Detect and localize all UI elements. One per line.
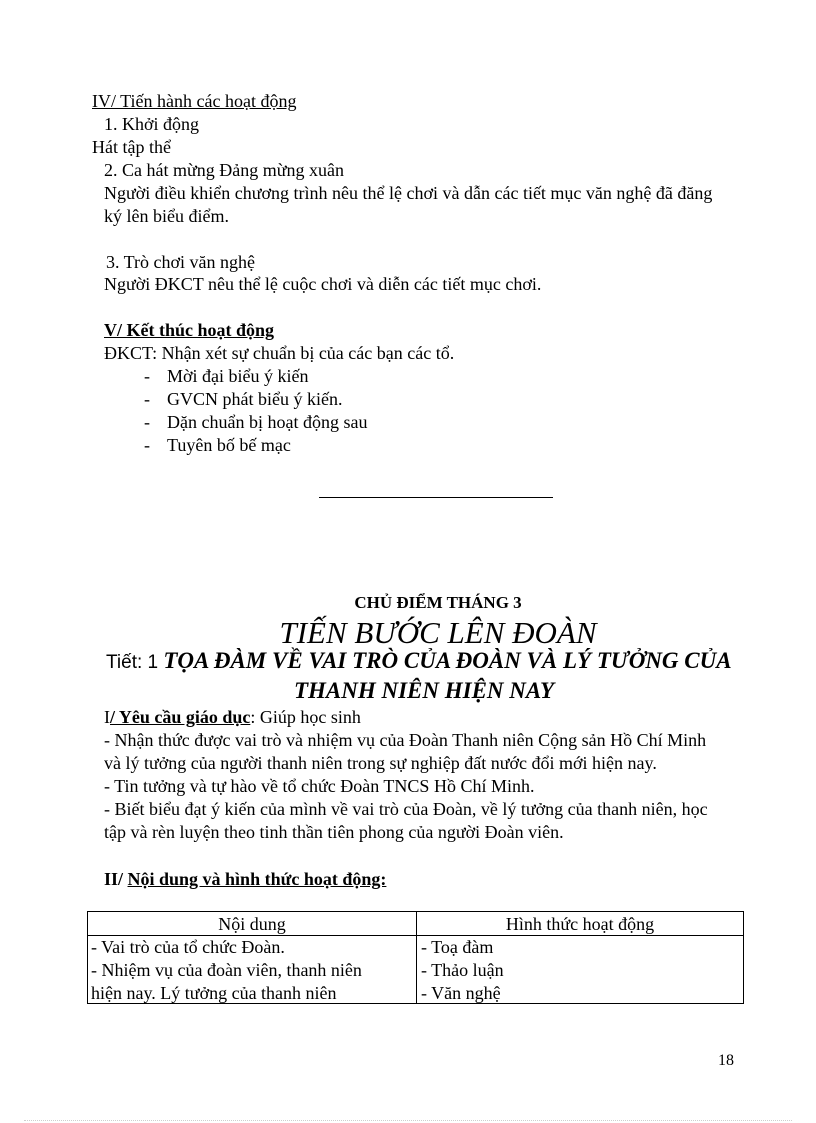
section-i-heading-prefix: I bbox=[104, 707, 110, 727]
table-cell-content: - Nhiệm vụ của đoàn viên, thanh niên bbox=[91, 960, 362, 980]
section-v-bullet: Tuyên bố bế mạc bbox=[167, 435, 291, 455]
lesson-prefix: Tiết: 1 bbox=[106, 652, 164, 673]
section-i-line: - Nhận thức được vai trò và nhiệm vụ của Đoàn Thanh niên Cộng sản Hồ Chí Minh bbox=[104, 730, 707, 750]
section-i-heading-underlined: / Yêu cầu giáo dục bbox=[110, 707, 251, 727]
section-v-bullet: Mời đại biểu ý kiến bbox=[167, 366, 309, 386]
bullet-marker: - bbox=[144, 412, 150, 432]
section-ii-heading-prefix: II/ bbox=[104, 869, 128, 889]
chapter-label: CHỦ ĐIỂM THÁNG 3 bbox=[354, 593, 522, 612]
bullet-marker: - bbox=[144, 389, 150, 409]
activity-table bbox=[87, 911, 744, 1004]
section-ii-heading bbox=[104, 868, 386, 890]
chapter-title: TIẾN BƯỚC LÊN ĐOÀN bbox=[279, 615, 597, 650]
section-v-bullet: GVCN phát biểu ý kiến. bbox=[167, 389, 343, 409]
section-iv-item1-text: Hát tập thể bbox=[92, 137, 171, 157]
section-i-heading-suffix: : Giúp học sinh bbox=[250, 707, 361, 727]
bullet-marker: - bbox=[144, 366, 150, 386]
bullet-marker: - bbox=[144, 435, 150, 455]
lesson-title-text: TỌA ĐÀM VỀ VAI TRÒ CỦA ĐOÀN VÀ LÝ TƯỞNG CỦA bbox=[163, 648, 732, 673]
section-iv-item2-text-1: Người điều khiển chương trình nêu thể lệ chơi và dẫn các tiết mục văn nghệ đã đăng bbox=[104, 183, 713, 203]
section-iv-item2: 2. Ca hát mừng Đảng mừng xuân bbox=[104, 160, 344, 180]
section-i-heading bbox=[104, 706, 361, 728]
section-i-line: tập và rèn luyện theo tinh thần tiên phong của người Đoàn viên. bbox=[104, 822, 564, 842]
section-iv-item3-text: Người ĐKCT nêu thể lệ cuộc chơi và diễn các tiết mục chơi. bbox=[104, 274, 542, 294]
page-bottom-border bbox=[24, 1120, 792, 1121]
table-cell-form: - Toạ đàm bbox=[421, 937, 494, 957]
section-v-heading: V/ Kết thúc hoạt động bbox=[104, 320, 275, 340]
section-v-intro: ĐKCT: Nhận xét sự chuẩn bị của các bạn các tổ. bbox=[104, 343, 455, 363]
section-iv-item2-text-2: ký lên biểu điểm. bbox=[104, 206, 229, 226]
section-divider bbox=[319, 497, 553, 498]
table-cell-form: - Thảo luận bbox=[421, 960, 504, 980]
section-i-line: - Tin tưởng và tự hào về tổ chức Đoàn TNCS Hồ Chí Minh. bbox=[104, 776, 535, 796]
section-i-line: - Biết biểu đạt ý kiến của mình về vai trò của Đoàn, về lý tưởng của thanh niên, học bbox=[104, 799, 708, 819]
section-iv-heading: IV/ Tiến hành các hoạt động bbox=[92, 91, 297, 111]
lesson-title-line1 bbox=[106, 648, 732, 674]
section-iv-item1: 1. Khởi động bbox=[104, 114, 200, 134]
table-header-content: Nội dung bbox=[218, 914, 286, 934]
table-header-form: Hình thức hoạt động bbox=[505, 914, 655, 934]
page-number: 18 bbox=[718, 1052, 734, 1069]
section-i-line: và lý tưởng của người thanh niên trong sự nghiệp đất nước đổi mới hiện nay. bbox=[104, 753, 657, 773]
section-v-bullet: Dặn chuẩn bị hoạt động sau bbox=[167, 412, 368, 432]
lesson-title-line2: THANH NIÊN HIỆN NAY bbox=[293, 678, 555, 703]
table-cell-content: - Vai trò của tổ chức Đoàn. bbox=[91, 937, 285, 957]
table-cell-form: - Văn nghệ bbox=[421, 983, 501, 1003]
section-iv-item3: 3. Trò chơi văn nghệ bbox=[106, 252, 256, 272]
section-ii-heading-underlined: Nội dung và hình thức hoạt động: bbox=[127, 869, 387, 889]
table-cell-content: hiện nay. Lý tưởng của thanh niên bbox=[91, 983, 337, 1003]
